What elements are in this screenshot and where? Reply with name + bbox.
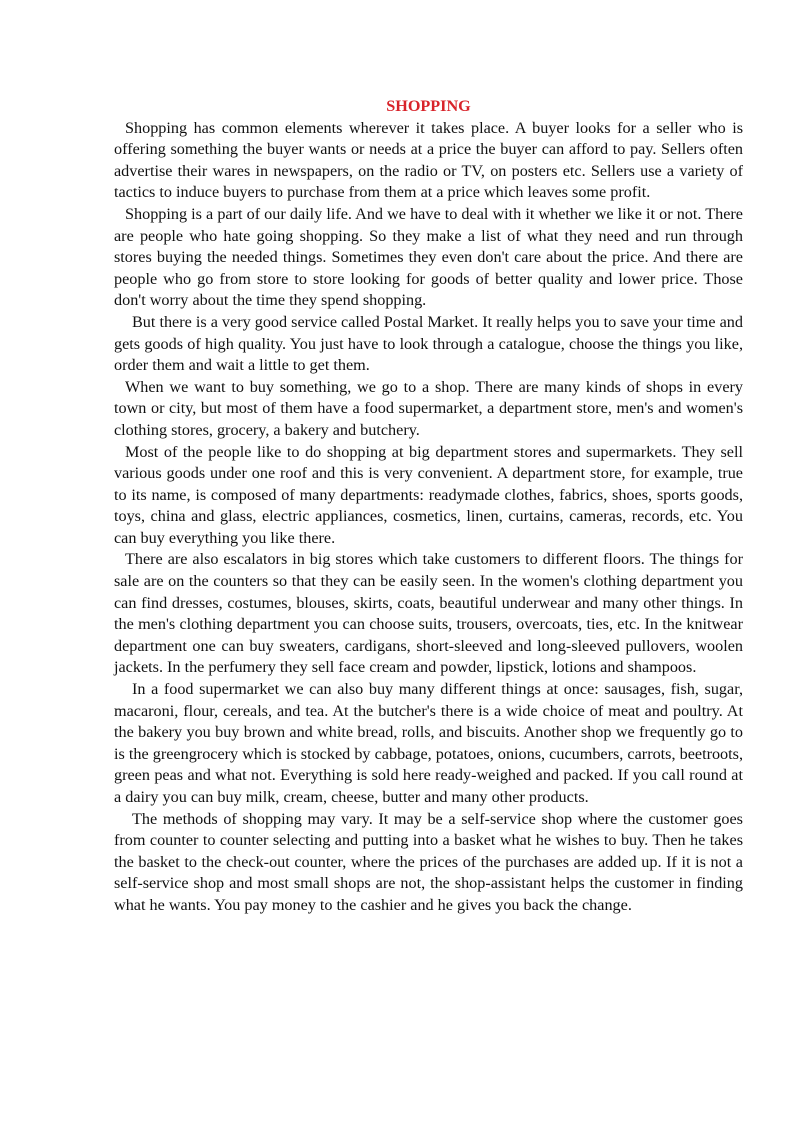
paragraph-7: In a food supermarket we can also buy many different things at once: sausages, fish, sugar, macaroni, flour, cereals, and tea. At the butcher's there is a wide choice of meat and poultry. At the bakery you buy brown and white bread, rolls, and biscuits. Another shop we frequently go to is the greengrocery which is stocked by cabbage, potatoes, onions, cucumbers, carrots, beetroots, green peas and what not. Everything is sold here ready-weighed and packed. If you call round at a dairy you can buy milk, cream, cheese, butter and many other products. — [114, 680, 743, 806]
paragraph-1: Shopping has common elements wherever it takes place. A buyer looks for a seller who is offering something the buyer wants or needs at a price the buyer can afford to pay. Sellers often advertise their wares in newspapers, on the radio or TV, on posters etc. Sellers use a variety of tactics to induce buyers to purchase from them at a price which leaves some profit. — [114, 118, 743, 202]
paragraph-4: When we want to buy something, we go to a shop. There are many kinds of shops in every town or city, but most of them have a food supermarket, a department store, men's and women's clothing stores, grocery, a bakery and butchery. — [114, 377, 743, 439]
paragraph-8: The methods of shopping may vary. It may be a self-service shop where the customer goes from counter to counter selecting and putting into a basket what he wishes to buy. Then he takes the basket to the check-out counter, where the prices of the purchases are added up. If it is not a self-service shop and most small shops are not, the shop-assistant helps the customer in finding what he wants. You pay money to the cashier and he gives you back the change. — [114, 809, 743, 914]
paragraph-3: But there is a very good service called Postal Market. It really helps you to save your time and gets goods of high quality. You just have to look through a catalogue, choose the things you like, order them and wait a little to get them. — [114, 312, 743, 375]
paragraph-5: Most of the people like to do shopping at big department stores and supermarkets. They sell various goods under one roof and this is very convenient. A department store, for example, true to its name, is composed of many departments: readymade clothes, fabrics, shoes, sports goods, toys, china and glass, electric appliances, cosmetics, linen, curtains, cameras, records, etc. You can buy everything you like there. — [114, 442, 743, 547]
paragraph-6: There are also escalators in big stores which take customers to different floors. The things for sale are on the counters so that they can be easily seen. In the women's clothing department you can find dresses, costumes, blouses, skirts, coats, beautiful underwear and many other things. In the men's clothing department you can choose suits, trousers, overcoats, ties, etc. In the knitwear department one can buy sweaters, cardigans, short-sleeved and long-sleeved pullovers, woolen jackets. In the perfumery they sell face cream and powder, lipstick, lotions and shampoos. — [114, 550, 743, 677]
document-page — [114, 96, 743, 917]
paragraph-2: Shopping is a part of our daily life. And we have to deal with it whether we like it or not. There are people who hate going shopping. So they make a list of what they need and run through stores buying the needed things. Sometimes they even don't care about the price. And there are people who go from store to store looking for goods of better quality and lower price. Those don't worry about the time they spend shopping. — [114, 204, 743, 310]
document-title: SHOPPING — [386, 97, 471, 115]
